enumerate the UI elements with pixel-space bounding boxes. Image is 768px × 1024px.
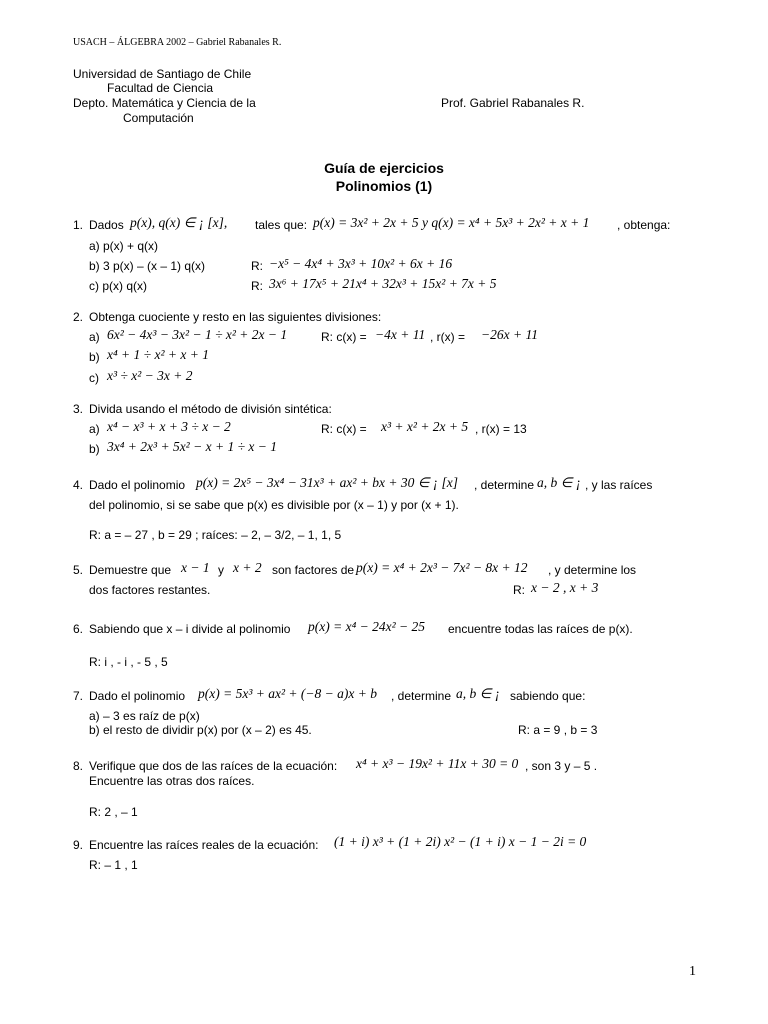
exercise-part-b: b) el resto de dividir p(x) por (x – 2) es 45. [89, 723, 312, 737]
exercise-number: 7. [73, 689, 84, 703]
exercise-number: 2. [73, 310, 84, 324]
running-header: USACH – ÁLGEBRA 2002 – Gabriel Rabanales R. [73, 37, 282, 48]
answer-label: R: [251, 279, 263, 293]
exercise-text: , y determine los [548, 563, 637, 577]
exercise-text: Sabiendo que x – i divide al polinomio [89, 622, 291, 636]
page-title: Guía de ejercicios [324, 160, 444, 176]
exercise-text: , determine [391, 689, 452, 703]
exercise-math: x³ ÷ x² − 3x + 2 [107, 368, 193, 383]
exercise-text: son factores de [272, 563, 355, 577]
answer-math: −x⁵ − 4x⁴ + 3x³ + 10x² + 6x + 16 [269, 256, 453, 271]
exercise-math: x⁴ − x³ + x + 3 ÷ x − 2 [107, 419, 231, 434]
exercise-text: Dado el polinomio [89, 689, 186, 703]
professor-name: Prof. Gabriel Rabanales R. [441, 96, 585, 110]
answer-label: , r(x) = 13 [475, 422, 527, 436]
exercise-text: Obtenga cuociente y resto en las siguientes divisiones: [89, 310, 382, 324]
exercise-math: p(x) = 3x² + 2x + 5 y q(x) = x⁴ + 5x³ + 2x² + x + 1 [313, 215, 590, 230]
answer-label: , r(x) = [430, 330, 465, 344]
exercise-number: 4. [73, 478, 84, 492]
exercise-math: (1 + i) x³ + (1 + 2i) x² − (1 + i) x − 1 − 2i = 0 [334, 834, 587, 849]
exercise-part-a: a) p(x) + q(x) [89, 239, 159, 253]
exercise-number: 9. [73, 838, 84, 852]
exercise-answer: R: – 1 , 1 [89, 858, 138, 872]
exercise-part-a: a) – 3 es raíz de p(x) [89, 709, 200, 723]
exercise-number: 8. [73, 759, 84, 773]
exercise-text: , obtenga: [617, 218, 671, 232]
exercise-text: encuentre todas las raíces de p(x). [448, 622, 633, 636]
page-number: 1 [689, 964, 696, 979]
exercise-text: sabiendo que: [510, 689, 586, 703]
exercise-number: 1. [73, 218, 84, 232]
exercise-part-b: b) 3 p(x) – (x – 1) q(x) [89, 259, 206, 273]
answer-math: −26x + 11 [481, 327, 538, 342]
exercise-answer: R: 2 , – 1 [89, 805, 138, 819]
answer-label: R: [513, 583, 525, 597]
exercise-number: 6. [73, 622, 84, 636]
exercise-part-a: a) [89, 330, 100, 344]
exercise-text: dos factores restantes. [89, 583, 211, 597]
exercise-math: p(x) = x⁴ − 24x² − 25 [308, 619, 426, 634]
exercise-text: , y las raíces [585, 478, 653, 492]
exercise-text: Encuentre las raíces reales de la ecuación: [89, 838, 319, 852]
exercise-math: x⁴ + 1 ÷ x² + x + 1 [107, 347, 209, 362]
page-subtitle: Polinomios (1) [335, 178, 433, 194]
exercise-part-a: a) [89, 422, 100, 436]
department-name-cont: Computación [123, 111, 194, 125]
exercise-math: 3x⁴ + 2x³ + 5x² − x + 1 ÷ x − 1 [107, 439, 277, 454]
exercise-math: a, b ∈ ¡ [456, 686, 501, 701]
exercise-text: Dados [89, 218, 124, 232]
exercise-answer: R: i , - i , - 5 , 5 [89, 655, 168, 669]
department-name: Depto. Matemática y Ciencia de la [73, 96, 256, 110]
exercise-text: tales que: [255, 218, 308, 232]
faculty-name: Facultad de Ciencia [107, 81, 214, 95]
exercise-math: p(x), q(x) ∈ ¡ [x], [130, 215, 228, 230]
answer-math: x − 2 , x + 3 [531, 580, 599, 595]
answer-math: −4x + 11 [375, 327, 426, 342]
exercise-text: Dado el polinomio [89, 478, 186, 492]
exercise-text: , determine [474, 478, 535, 492]
answer-label: R: c(x) = [321, 330, 367, 344]
exercise-text: del polinomio, si se sabe que p(x) es divisible por (x – 1) y por (x + 1). [89, 498, 459, 512]
university-name: Universidad de Santiago de Chile [73, 67, 252, 81]
exercise-text: Encuentre las otras dos raíces. [89, 774, 255, 788]
exercise-part-c: c) p(x) q(x) [89, 279, 147, 293]
exercise-math: 6x² − 4x³ − 3x² − 1 ÷ x² + 2x − 1 [107, 327, 288, 342]
exercise-part-b: b) [89, 350, 100, 364]
exercise-math: a, b ∈ ¡ [537, 475, 582, 490]
answer-math: 3x⁶ + 17x⁵ + 21x⁴ + 32x³ + 15x² + 7x + 5 [269, 276, 497, 291]
exercise-answer: R: a = 9 , b = 3 [518, 723, 598, 737]
exercise-math: x⁴ + x³ − 19x² + 11x + 30 = 0 [356, 756, 519, 771]
exercise-text: Demuestre que [89, 563, 172, 577]
exercise-part-b: b) [89, 442, 100, 456]
exercise-text: Verifique que dos de las raíces de la ecuación: [89, 759, 338, 773]
exercise-math: p(x) = 2x⁵ − 3x⁴ − 31x³ + ax² + bx + 30 ∈ ¡ [x] [196, 475, 458, 490]
answer-label: R: c(x) = [321, 422, 367, 436]
exercise-answer: R: a = – 27 , b = 29 ; raíces: – 2, – 3/2, – 1, 1, 5 [89, 528, 342, 542]
exercise-math: p(x) = x⁴ + 2x³ − 7x² − 8x + 12 [356, 560, 528, 575]
exercise-part-c: c) [89, 371, 99, 385]
exercise-math: x + 2 [233, 560, 262, 575]
answer-label: R: [251, 259, 263, 273]
exercise-text: , son 3 y – 5 . [525, 759, 598, 773]
exercise-math: x − 1 [181, 560, 210, 575]
exercise-number: 3. [73, 402, 84, 416]
exercise-text: Divida usando el método de división sintética: [89, 402, 332, 416]
exercise-text: y [218, 563, 224, 577]
exercise-math: p(x) = 5x³ + ax² + (−8 − a)x + b [198, 686, 377, 701]
answer-math: x³ + x² + 2x + 5 [381, 419, 469, 434]
exercise-number: 5. [73, 563, 84, 577]
